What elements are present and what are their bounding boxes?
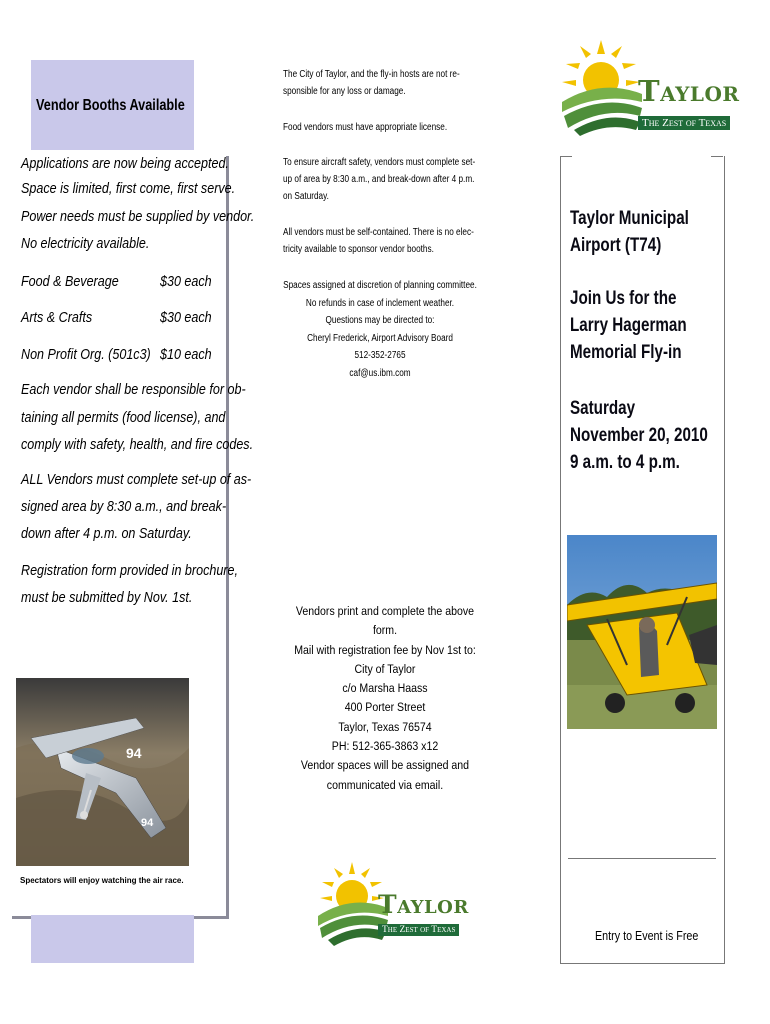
- safety-line-3: on Saturday.: [283, 191, 329, 202]
- mail-line-10: communicated via email.: [326, 777, 444, 792]
- entry-text: Entry to Event is Free: [595, 929, 699, 943]
- svg-text:94: 94: [141, 817, 154, 829]
- permits-line-2: taining all permits (food license), and: [21, 410, 226, 426]
- mail-line-9: Vendor spaces will be assigned and: [300, 758, 470, 773]
- mail-line-6: 400 Porter Street: [344, 700, 426, 715]
- contact-line-3: Questions may be directed to:: [325, 315, 435, 326]
- liability-line-1: The City of Taylor, and the fly-in hosts are not re-: [283, 69, 460, 80]
- mail-line-8: PH: 512-365-3863 x12: [331, 739, 439, 754]
- right-panel-top-left-rule: [560, 156, 572, 157]
- event-line-1: Join Us for the: [570, 287, 677, 309]
- date-line-3: 9 a.m. to 4 p.m.: [570, 451, 680, 473]
- contained-line-2: tricity available to sponsor vendor booths.: [283, 244, 434, 255]
- airport-line-1: Taylor Municipal: [570, 207, 689, 229]
- registration-line-2: must be submitted by Nov. 1st.: [21, 590, 193, 606]
- bottom-lavender-box: [31, 915, 194, 963]
- event-line-3: Memorial Fly-in: [570, 341, 682, 363]
- contact-line-2: No refunds in case of inclement weather.: [305, 297, 455, 309]
- mail-line-5: c/o Marsha Haass: [342, 681, 428, 696]
- fee-price-nonprofit: $10 each: [160, 347, 212, 363]
- license-line: Food vendors must have appropriate license.: [283, 122, 448, 133]
- contact-line-5: 512-352-2765: [354, 350, 406, 361]
- contained-line-1: All vendors must be self-contained. There is no elec-: [283, 227, 474, 238]
- fee-price-arts: $30 each: [160, 310, 212, 326]
- intro-line-4: No electricity available.: [21, 236, 150, 252]
- contact-email: caf@us.ibm.com: [349, 367, 411, 379]
- logo-tagline-middle: The Zest of Texas: [378, 924, 459, 936]
- mail-block: [260, 602, 510, 795]
- intro-line-3: Power needs must be supplied by vendor.: [21, 209, 255, 225]
- logo-word-middle: Taylor: [378, 890, 469, 919]
- date-line-1: Saturday: [570, 397, 636, 419]
- fee-label-nonprofit: Non Profit Org. (501c3): [21, 347, 151, 363]
- sun-fields-icon: [556, 36, 646, 136]
- liability-line-2: sponsible for any loss or damage.: [283, 86, 406, 97]
- intro-line-1: Applications are now being accepted.: [21, 156, 229, 172]
- mail-line-3: Mail with registration fee by Nov 1st to:: [294, 642, 476, 657]
- contact-line-1: Spaces assigned at discretion of planning committee.: [283, 280, 477, 291]
- mail-line-2: form.: [372, 623, 398, 638]
- setup-line-1: ALL Vendors must complete set-up of as-: [21, 472, 252, 488]
- contact-line-4: Cheryl Frederick, Airport Advisory Board: [307, 332, 453, 344]
- taylor-logo-right: [556, 36, 740, 136]
- logo-word-right: Taylor: [638, 74, 740, 108]
- safety-line-1: To ensure aircraft safety, vendors must complete set-: [283, 157, 476, 168]
- date-line-2: November 20, 2010: [570, 424, 708, 446]
- safety-line-2: up of area by 8:30 a.m., and break-down after 4 p.m.: [283, 174, 475, 185]
- airport-line-2: Airport (T74): [570, 234, 662, 256]
- contact-block: [248, 277, 512, 382]
- mail-line-1: Vendors print and complete the above: [295, 604, 475, 618]
- svg-text:94: 94: [126, 745, 142, 761]
- setup-line-2: signed area by 8:30 a.m., and break-: [21, 499, 227, 515]
- intro-line-2: Space is limited, first come, first serve.: [21, 181, 236, 197]
- setup-line-3: down after 4 p.m. on Saturday.: [21, 526, 192, 542]
- entry-rule: [568, 858, 716, 859]
- event-line-2: Larry Hagerman: [570, 314, 687, 336]
- taylor-logo-middle: [312, 856, 472, 946]
- registration-line-1: Registration form provided in brochure,: [21, 563, 238, 579]
- mail-line-4: City of Taylor: [354, 661, 416, 676]
- air-race-photo: [16, 678, 189, 866]
- vendor-title: Vendor Booths Available: [36, 97, 185, 114]
- photo-caption: Spectators will enjoy watching the air race.: [20, 876, 184, 885]
- right-panel-top-right-rule: [711, 156, 723, 157]
- fee-label-arts: Arts & Crafts: [21, 310, 93, 326]
- fee-price-food: $30 each: [160, 274, 212, 290]
- permits-line-1: Each vendor shall be responsible for ob-: [21, 382, 246, 398]
- mail-line-7: Taylor, Texas 76574: [338, 719, 432, 734]
- fee-label-food: Food & Beverage: [21, 274, 119, 290]
- fly-in-photo: [567, 535, 717, 729]
- permits-line-3: comply with safety, health, and fire codes.: [21, 437, 254, 453]
- logo-tagline-right: The Zest of Texas: [638, 116, 730, 130]
